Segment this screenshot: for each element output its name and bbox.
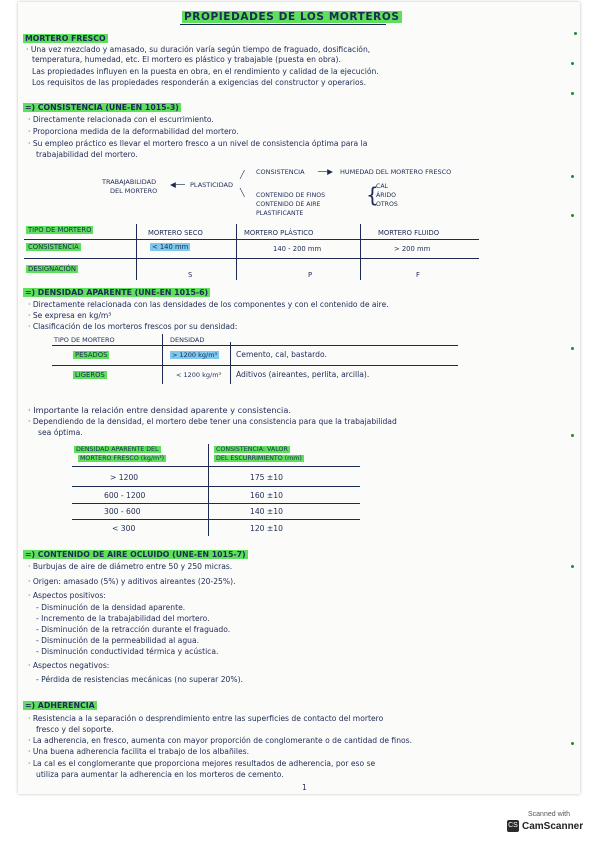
densidad-cell-pesados-val: > 1200 kg/m³ [172, 351, 218, 359]
scanned-page [18, 2, 580, 794]
margin-marker [571, 214, 574, 217]
aire-positive-2: - Incremento de la trabajabilidad del mortero. [36, 614, 210, 623]
diagram-finos: CONTENIDO DE FINOS [256, 192, 326, 199]
table-cell-p: P [308, 271, 313, 279]
table-vrule [208, 444, 209, 536]
table-header-tipo: TIPO DE MORTERO [28, 226, 92, 234]
diagram-plastificante: PLASTIFICANTE [256, 210, 304, 217]
table-cell-s: S [188, 271, 193, 279]
table-cell-designacion: DESIGNACIÓN [28, 265, 76, 273]
densidad-bullet-2: · Se expresa en kg/m³ [28, 311, 112, 320]
table-cell-fluido: > 200 mm [394, 245, 431, 253]
margin-marker [571, 175, 574, 178]
dc-row-1-value: 175 ±10 [250, 473, 283, 482]
dc-header-1a: DENSIDAD APARENTE DEL [76, 446, 159, 453]
table-vrule [162, 334, 163, 384]
scanner-caption: Scanned with [527, 811, 571, 818]
table-vrule [136, 224, 137, 280]
scanner-brand-row [507, 820, 591, 832]
table-rule [72, 486, 360, 487]
section-heading-fresco: MORTERO FRESCO [25, 34, 106, 43]
aire-bullet-2: · Origen: amasado (5%) y aditivos aireantes (20-25%). [28, 577, 236, 586]
adherencia-bullet-3: · Una buena adherencia facilita el trabajo de los albañiles. [28, 747, 250, 756]
dc-row-4-value: 120 ±10 [250, 524, 283, 533]
diagram-otros: OTROS [376, 201, 398, 208]
diagram-consistencia: CONSISTENCIA [256, 168, 305, 176]
section-heading-aire: =) CONTENIDO DE AIRE OCLUIDO (UNE-EN 1015-7) [25, 550, 246, 559]
densidad-cell-pesados: PESADOS [75, 351, 108, 359]
aire-positive-4: - Disminución de la permeabilidad al agua. [36, 636, 200, 645]
table-rule [72, 466, 360, 467]
dc-row-2-density: 600 - 1200 [104, 491, 146, 500]
table-cell-f: F [416, 271, 420, 279]
aire-negative-1: - Pérdida de resistencias mecánicas (no superar 20%). [36, 675, 243, 684]
margin-marker [571, 565, 574, 568]
dc-header-1b: MORTERO FRESCO (kg/m³) [80, 455, 165, 462]
section-heading-adherencia: =) ADHERENCIA [25, 701, 95, 710]
diagram-arido: ÁRIDO [376, 192, 396, 199]
densidad-bullet-3: · Clasificación de los morteros frescos por su densidad: [28, 322, 238, 331]
fresco-paragraph-1: · Una vez mezclado y amasado, su duración varía según tiempo de fraguado, dosificación, [26, 45, 371, 54]
adherencia-bullet-1: · Resistencia a la separación o desprendimiento entre las superficies de contacto del mortero [28, 714, 384, 723]
table-header-fluido: MORTERO FLUIDO [378, 229, 440, 237]
dc-header-2b: DEL ESCURRIMIENTO (mm) [216, 455, 302, 462]
table-cell-consistencia: CONSISTENCIA [28, 243, 79, 251]
table-rule [72, 519, 360, 520]
dc-row-2-value: 160 ±10 [250, 491, 283, 500]
table-rule [24, 258, 479, 259]
diagram-arrow-icon-2: ╲ [240, 188, 245, 197]
densidad-header-densidad: DENSIDAD [170, 336, 205, 344]
aire-bullet-4: · Aspectos negativos: [28, 661, 110, 670]
consistencia-bullet-2: · Proporciona medida de la deformabilidad del mortero. [28, 127, 239, 136]
table-rule [52, 365, 458, 366]
diagram-cal: CAL [376, 183, 389, 190]
diagram-trabajabilidad: TRABAJABILIDAD [102, 178, 157, 186]
margin-marker [574, 32, 577, 35]
diagram-brace-icon: { [366, 183, 379, 207]
densidad-bullet-1: · Directamente relacionada con las densidades de los componentes y con el contenido de aire. [28, 300, 389, 309]
camscanner-watermark [507, 811, 591, 841]
fresco-paragraph-4: Los requisitos de las propiedades responderán a exigencias del constructor y operarios. [32, 78, 367, 87]
consistencia-bullet-3: · Su empleo práctico es llevar el mortero fresco a un nivel de consistencia óptima para la [28, 139, 368, 148]
dc-row-1-density: > 1200 [110, 473, 139, 482]
dc-row-3-density: 300 - 600 [104, 507, 141, 516]
table-rule [24, 239, 479, 240]
title-underline [180, 24, 386, 25]
densidad-bullet-5: · Dependiendo de la densidad, el mortero debe tener una consistencia para que la trabajabilidad [28, 417, 397, 426]
densidad-cell-ligeros: LIGEROS [75, 371, 105, 379]
camscanner-logo-icon: CS [507, 820, 519, 832]
table-rule [72, 503, 360, 504]
table-vrule [360, 224, 361, 280]
aire-positive-5: - Disminución conductividad térmica y acústica. [36, 647, 219, 656]
table-cell-plastico: 140 - 200 mm [273, 245, 322, 253]
densidad-header-tipo: TIPO DE MORTERO [54, 336, 115, 344]
margin-marker [571, 434, 574, 437]
page-number: 1 [302, 783, 307, 792]
page-title: PROPIEDADES DE LOS MORTEROS [184, 11, 400, 23]
consistencia-bullet-3-cont: trabajabilidad del mortero. [36, 150, 138, 159]
scanner-brand: CamScanner [522, 820, 584, 832]
diagram-del-mortero: DEL MORTERO [110, 187, 158, 195]
diagram-arrow-right-icon: ──▶ [318, 167, 333, 176]
adherencia-bullet-2: · La adherencia, en fresco, aumenta con mayor proporción de conglomerante o de cantidad de finos. [28, 736, 413, 745]
table-vrule [236, 224, 237, 280]
dc-row-3-value: 140 ±10 [250, 507, 283, 516]
dc-header-2a: CONSISTENCIA: VALOR [216, 446, 288, 453]
fresco-paragraph-3: Las propiedades influyen en la puesta en obra, en el rendimiento y calidad de la ejecución. [32, 67, 379, 76]
diagram-arrow-left-icon: ◀── [170, 180, 185, 189]
aire-positive-1: - Disminución de la densidad aparente. [36, 603, 186, 612]
margin-marker [571, 92, 574, 95]
aire-bullet-1: · Burbujas de aire de diámetro entre 50 y 250 micras. [28, 562, 233, 571]
aire-positive-3: - Disminución de la retracción durante el fraguado. [36, 625, 231, 634]
section-heading-densidad: =) DENSIDAD APARENTE (UNE-EN 1015-6) [25, 288, 209, 297]
densidad-bullet-5-cont: sea óptima. [38, 428, 83, 437]
adherencia-bullet-1-cont: fresco y del soporte. [36, 725, 114, 734]
adherencia-bullet-4: · La cal es el conglomerante que proporciona mejores resultados de adherencia, por eso se [28, 759, 376, 768]
diagram-plasticidad: PLASTICIDAD [190, 181, 233, 189]
table-header-plastico: MORTERO PLÁSTICO [244, 229, 314, 237]
fresco-paragraph-2: temperatura, humedad, etc. El mortero es plástico y trabajable (puesta en obra). [32, 55, 341, 64]
diagram-humedad: HUMEDAD DEL MORTERO FRESCO [340, 168, 452, 176]
table-cell-seco: < 140 mm [152, 243, 189, 251]
densidad-cell-pesados-desc: Cemento, cal, bastardo. [236, 350, 327, 359]
dc-row-4-density: < 300 [112, 524, 136, 533]
diagram-arrow-icon: ╱ [240, 170, 245, 179]
margin-marker [571, 347, 574, 350]
table-vrule [230, 342, 231, 384]
densidad-bullet-4: · Importante la relación entre densidad aparente y consistencia. [28, 405, 291, 415]
aire-bullet-3: · Aspectos positivos: [28, 591, 106, 600]
densidad-cell-ligeros-val: < 1200 kg/m³ [176, 371, 222, 379]
margin-marker [571, 742, 574, 745]
diagram-aire: CONTENIDO DE AIRE [256, 201, 321, 208]
table-rule [52, 345, 458, 346]
margin-marker [571, 62, 574, 65]
consistencia-bullet-1: · Directamente relacionada con el escurrimiento. [28, 115, 214, 124]
adherencia-bullet-4-cont: utiliza para aumentar la adherencia en los morteros de cemento. [36, 770, 284, 779]
section-heading-consistencia: =) CONSISTENCIA (UNE-EN 1015-3) [25, 103, 179, 112]
densidad-cell-ligeros-desc: Aditivos (aireantes, perlita, arcilla). [236, 370, 370, 379]
table-header-seco: MORTERO SECO [148, 229, 203, 237]
